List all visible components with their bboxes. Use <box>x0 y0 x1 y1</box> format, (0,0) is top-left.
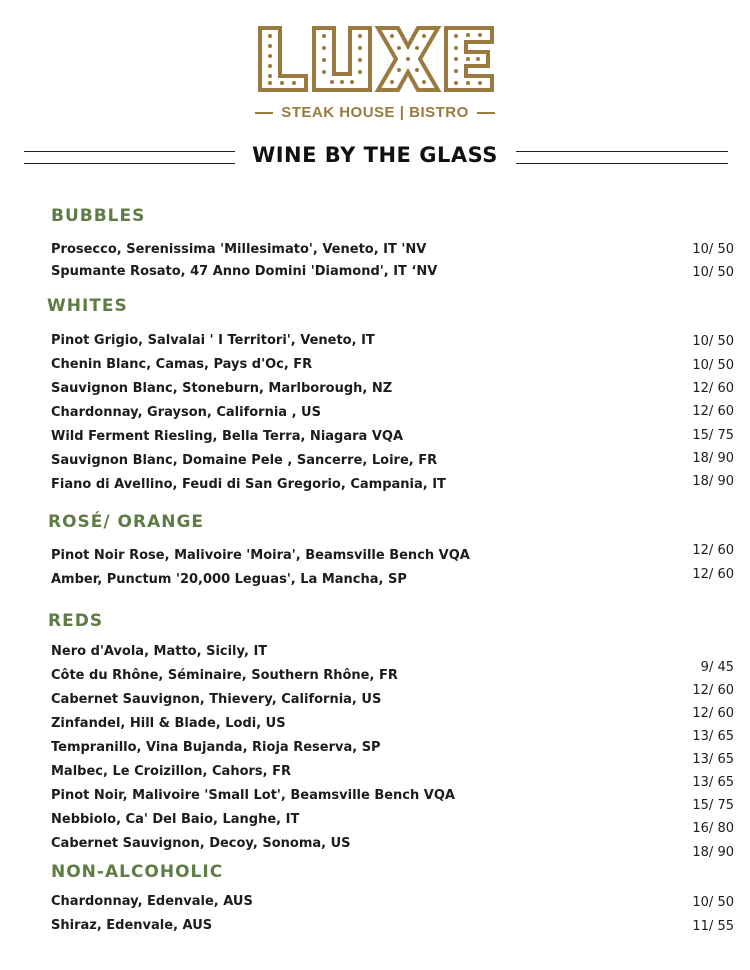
wine-item: Pinot Noir, Malivoire 'Small Lot', Beamsville Bench VQA <box>51 788 455 803</box>
tagline <box>0 104 750 121</box>
tagline-dash-right <box>477 112 495 114</box>
wine-item: Fiano di Avellino, Feudi di San Gregorio, Campania, IT <box>51 477 446 492</box>
wine-item: Cabernet Sauvignon, Thievery, California, US <box>51 692 382 707</box>
tagline-right: BISTRO <box>409 104 469 121</box>
wine-item: Nebbiolo, Ca' Del Baio, Langhe, IT <box>51 812 300 827</box>
section-heading-bubbles: BUBBLES <box>51 206 146 226</box>
tagline-separator: | <box>399 104 405 121</box>
wine-price: 10/ 50 <box>692 265 734 280</box>
wine-price: 12/ 60 <box>692 706 734 721</box>
tagline-left: STEAK HOUSE <box>281 104 396 121</box>
wine-item: Spumante Rosato, 47 Anno Domini 'Diamond', IT ‘NV <box>51 264 438 279</box>
wine-price: 16/ 80 <box>692 821 734 836</box>
wine-item: Sauvignon Blanc, Stoneburn, Marlborough, NZ <box>51 381 393 396</box>
wine-item: Tempranillo, Vina Bujanda, Rioja Reserva, SP <box>51 740 381 755</box>
wine-price: 12/ 60 <box>692 567 734 582</box>
wine-price: 12/ 60 <box>692 543 734 558</box>
wine-item: Chardonnay, Grayson, California , US <box>51 405 321 420</box>
wine-item: Pinot Grigio, Salvalai ' I Territori', Veneto, IT <box>51 333 375 348</box>
wine-item: Pinot Noir Rose, Malivoire 'Moira', Beamsville Bench VQA <box>51 548 470 563</box>
wine-item: Chardonnay, Edenvale, AUS <box>51 894 253 909</box>
section-heading-non-alcoholic: NON-ALCOHOLIC <box>51 862 224 882</box>
wine-price: 13/ 65 <box>692 775 734 790</box>
wine-item: Malbec, Le Croizillon, Cahors, FR <box>51 764 292 779</box>
wine-price: 18/ 90 <box>692 845 734 860</box>
wine-price: 10/ 50 <box>692 242 734 257</box>
page-title: WINE BY THE GLASS <box>252 143 498 167</box>
wine-price: 12/ 60 <box>692 683 734 698</box>
wine-item: Prosecco, Serenissima 'Millesimato', Veneto, IT 'NV <box>51 242 427 257</box>
section-heading-rose-orange: ROSÉ/ ORANGE <box>48 512 205 532</box>
wine-price: 10/ 50 <box>692 334 734 349</box>
wine-price: 11/ 55 <box>692 919 734 934</box>
wine-price: 18/ 90 <box>692 451 734 466</box>
wine-item: Shiraz, Edenvale, AUS <box>51 918 213 933</box>
wine-price: 15/ 75 <box>692 428 734 443</box>
wine-price: 13/ 65 <box>692 752 734 767</box>
wine-price: 15/ 75 <box>692 798 734 813</box>
wine-item: Sauvignon Blanc, Domaine Pele , Sancerre, Loire, FR <box>51 453 438 468</box>
wine-item: Amber, Punctum '20,000 Leguas', La Mancha, SP <box>51 572 407 587</box>
wine-price: 12/ 60 <box>692 404 734 419</box>
wine-item: Nero d'Avola, Matto, Sicily, IT <box>51 644 268 659</box>
wine-price: 10/ 50 <box>692 358 734 373</box>
wine-price: 10/ 50 <box>692 895 734 910</box>
luxe-logo <box>256 24 496 94</box>
wine-price: 9/ 45 <box>700 660 734 675</box>
section-heading-whites: WHITES <box>47 296 128 316</box>
wine-price: 18/ 90 <box>692 474 734 489</box>
tagline-dash-left <box>255 112 273 114</box>
wine-price: 13/ 65 <box>692 729 734 744</box>
section-heading-reds: REDS <box>48 611 104 631</box>
wine-item: Cabernet Sauvignon, Decoy, Sonoma, US <box>51 836 351 851</box>
wine-price: 12/ 60 <box>692 381 734 396</box>
wine-item: Wild Ferment Riesling, Bella Terra, Niagara VQA <box>51 429 404 444</box>
wine-item: Côte du Rhône, Séminaire, Southern Rhône, FR <box>51 668 398 683</box>
wine-item: Chenin Blanc, Camas, Pays d'Oc, FR <box>51 357 313 372</box>
wine-item: Zinfandel, Hill & Blade, Lodi, US <box>51 716 286 731</box>
